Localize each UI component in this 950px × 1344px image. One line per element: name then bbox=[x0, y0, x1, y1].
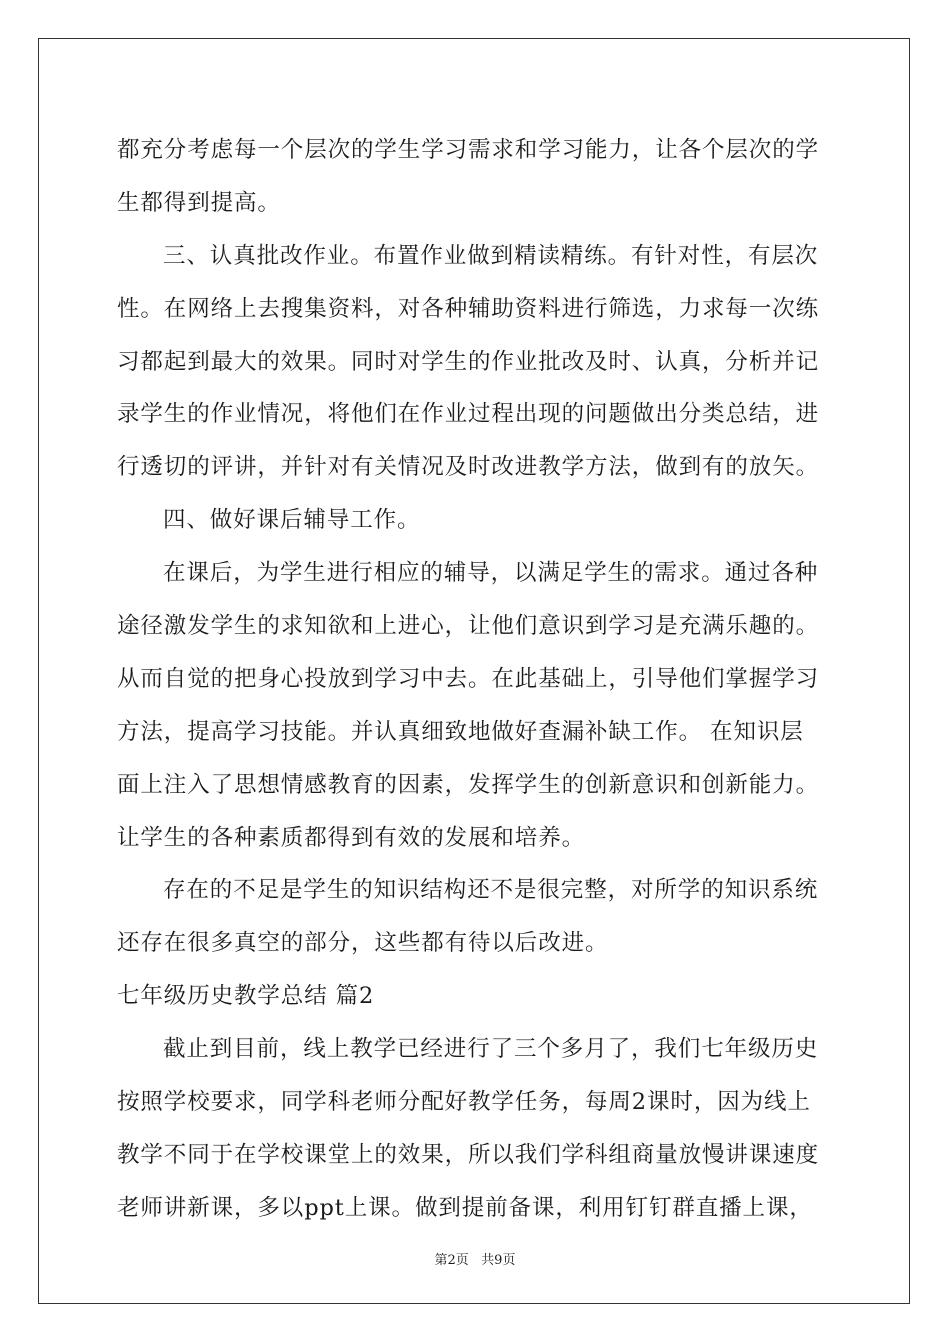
body-line: 途径激发学生的求知欲和上进心，让他们意识到学习是充满乐趣的。 bbox=[117, 613, 820, 640]
body-line: 按照学校要求，同学科老师分配好教学任务，每周2课时，因为线上 bbox=[117, 1089, 811, 1116]
body-line: 老师讲新课，多以ppt上课。做到提前备课，利用钉钉群直播上课， bbox=[117, 1194, 813, 1221]
paragraph-heading-3: 三、认真批改作业。布置作业做到精读精练。有针对性，有层次 bbox=[163, 242, 819, 269]
document-body bbox=[117, 124, 833, 1235]
body-line: 性。在网络上去搜集资料，对各种辅助资料进行筛选，力求每一次练 bbox=[117, 295, 820, 322]
body-line: 方法，提高学习技能。并认真细致地做好查漏补缺工作。 在知识层 bbox=[117, 718, 804, 745]
page-number-footer: 第2页 共9页 bbox=[434, 1253, 516, 1268]
body-line: 面上注入了思想情感教育的因素，发挥学生的创新意识和创新能力。 bbox=[117, 771, 820, 798]
body-line: 行透切的评讲，并针对有关情况及时改进教学方法，做到有的放矢。 bbox=[117, 454, 820, 481]
body-line: 在课后，为学生进行相应的辅导，以满足学生的需求。通过各种 bbox=[163, 560, 819, 587]
paragraph-heading-4: 四、做好课后辅导工作。 bbox=[163, 507, 421, 534]
body-line: 习都起到最大的效果。同时对学生的作业批改及时、认真，分析并记 bbox=[117, 348, 820, 375]
body-line: 都充分考虑每一个层次的学生学习需求和学习能力，让各个层次的学 bbox=[117, 137, 820, 163]
body-line: 生都得到提高。 bbox=[117, 189, 281, 216]
section-title: 七年级历史教学总结 篇2 bbox=[117, 983, 375, 1010]
body-line: 还存在很多真空的部分，这些都有待以后改进。 bbox=[117, 930, 609, 957]
body-line: 教学不同于在学校课堂上的效果，所以我们学科组商量放慢讲课速度 bbox=[117, 1141, 820, 1168]
body-line: 截止到目前，线上教学已经进行了三个多月了，我们七年级历史 bbox=[163, 1036, 819, 1063]
body-line: 让学生的各种素质都得到有效的发展和培养。 bbox=[117, 824, 586, 851]
body-line: 录学生的作业情况，将他们在作业过程出现的问题做出分类总结，进 bbox=[117, 401, 820, 428]
body-line: 从而自觉的把身心投放到学习中去。在此基础上，引导他们掌握学习 bbox=[117, 665, 820, 692]
body-line: 存在的不足是学生的知识结构还不是很完整，对所学的知识系统 bbox=[163, 877, 819, 904]
